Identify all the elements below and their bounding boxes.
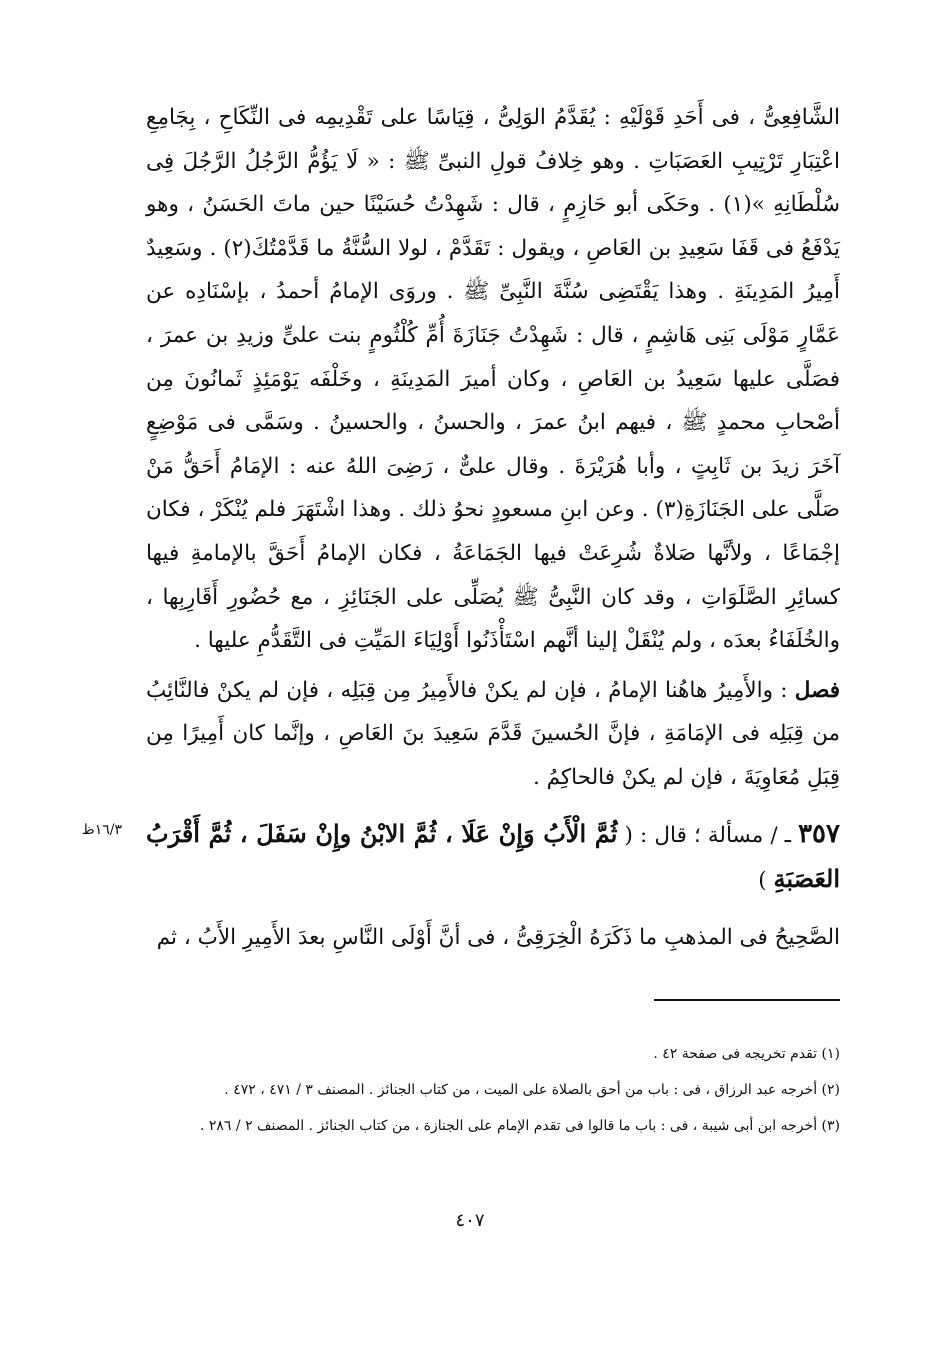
issue-heading [146, 812, 840, 902]
issue-intro: ـ / مسألة ؛ قال : ( [624, 823, 791, 848]
fasl-label: فصل [794, 677, 840, 703]
margin-reference: ١٦/٣ظ [81, 822, 122, 838]
footnote-divider [654, 999, 840, 1001]
footnote: (١) تقدم تخريجه فى صفحة ٤٢ . [653, 1046, 840, 1062]
fasl-text: : والأَمِيرُ هاهُنا الإمامُ ، فإن لم يكنْ فالأَمِيرُ مِن قِبَلِه ، فإن لم يكنْ فالنَّائِبُ من قِبَلِه فى الإمَامَةِ ، فإنَّ الحُسينَ قَدَّمَ سَعِيدَ بنَ العَاصِ ، وإنَّما كان أَمِيرًا مِن قِبَلِ مُعَاوِيَةَ ، فإن لم يكنْ فالحاكِمُ . [146, 677, 840, 790]
main-text [146, 96, 840, 800]
issue-number: ٣٥٧ [798, 819, 840, 849]
issue-close: ) [758, 868, 767, 893]
issue-body: الصَّحِيحُ فى المذهبِ ما ذَكَرَهُ الْخِرَقِىُّ ، فى أنَّ أَوْلَى النَّاسِ بعدَ الأَمِيرِ الأَبُ ، ثم [156, 925, 840, 950]
footnote: (٢) أخرجه عبد الرزاق ، فى : باب من أحق بالصلاة على الميت ، من كتاب الجنائز . المصنف ٣ / ٤٧١ ، ٤٧٢ . [224, 1082, 840, 1098]
body-paragraph: الشَّافِعِىُّ ، فى أَحَدِ قَوْلَيْهِ : يُقَدَّمُ الوَلِىُّ ، قِيَاسًا على تَقْدِيمِه فى النِّكَاحِ ، بِجَامِعِ اعْتِبَارِ تَرْتِيبِ العَصَبَاتِ . وهو خِلافُ قولِ النبىِّ ﷺ : « لَا يَؤُمُّ الرَّجُلُ الرَّجُلَ فِى سُلْطَانِهِ »(١) . وحَكَى أبو حَازِمٍ ، قال : شَهِدْتُ حُسَيْنًا حين ماتَ الحَسَنُ ، وهو يَدْفَعُ فى قَفَا سَعِيدِ بن العَاصِ ، ويقول : تَقَدَّمْ ، لولا السُّنَّةُ ما قَدَّمْتُكَ(٢) . وسَعِيدٌ أَمِيرُ المَدِينَةِ . وهذا يَقْتَضِى سُنَّةَ النَّبِىِّ ﷺ . وروَى الإمامُ أحمدُ ، بإسْنَادِه عن عَمَّارٍ مَوْلَى بَنِى هَاشِمٍ ، قال : شَهِدْتُ جَنَازَةَ أُمِّ كُلْثُومٍ بنت علىٍّ وزيدِ بن عمرَ ، فصَلَّى عليها سَعِيدُ بن العَاصِ ، وكان أميرَ المَدِينَةِ ، وخَلْفَه يَوْمَئِذٍ ثَمانُونَ مِن أصْحابِ محمدٍ ﷺ ، فيهم ابنُ عمرَ ، والحسنُ ، والحسينُ . وسَمَّى فى مَوْضِعٍ آخَرَ زيدَ بن ثَابِتٍ ، وأبا هُرَيْرَةَ . وقال علىٌّ ، رَضِىَ اللهُ عنه : الإمَامُ أَحَقُّ مَنْ صَلَّى على الجَنَازَةِ(٣) . وعن ابنِ مسعودٍ نحوُ ذلك . وهذا اشْتَهَرَ فلم يُنْكَرْ ، فكان إجْمَاعًا ، ولأنَّها صَلاةٌ شُرِعَتْ فيها الجَمَاعَةُ ، فكان الإمامُ أَحَقَّ بالإمامةِ فيها كسائِرِ الصَّلَوَاتِ ، وقد كان النَّبِىُّ ﷺ يُصَلِّى على الجَنَائِزِ ، مع حُضُورِ أَقَارِبِها ، والخُلَفَاءُ بعدَه ، ولم يُنْقَلْ إلينا أنَّهم اسْتَأْذَنُوا أَوْلِيَاءَ المَيِّتِ فى التَّقَدُّمِ عليها . [146, 105, 840, 654]
page-number: ٤٠٧ [455, 1210, 485, 1231]
footnotes [146, 1040, 840, 1148]
fasl-paragraph [146, 669, 840, 800]
issue-quote: ثُمَّ الْأَبُ وَإِنْ عَلَا ، ثُمَّ الابْنُ وإِنْ سَفَلَ ، ثُمَّ أَقْرَبُ العَصَبَةِ [146, 819, 840, 893]
footnote: (٣) أخرجه ابن أبى شيبة ، فى : باب ما قالوا فى تقدم الإمام على الجنازة ، من كتاب الجنائز . المصنف ٢ / ٢٨٦ . [199, 1118, 840, 1134]
